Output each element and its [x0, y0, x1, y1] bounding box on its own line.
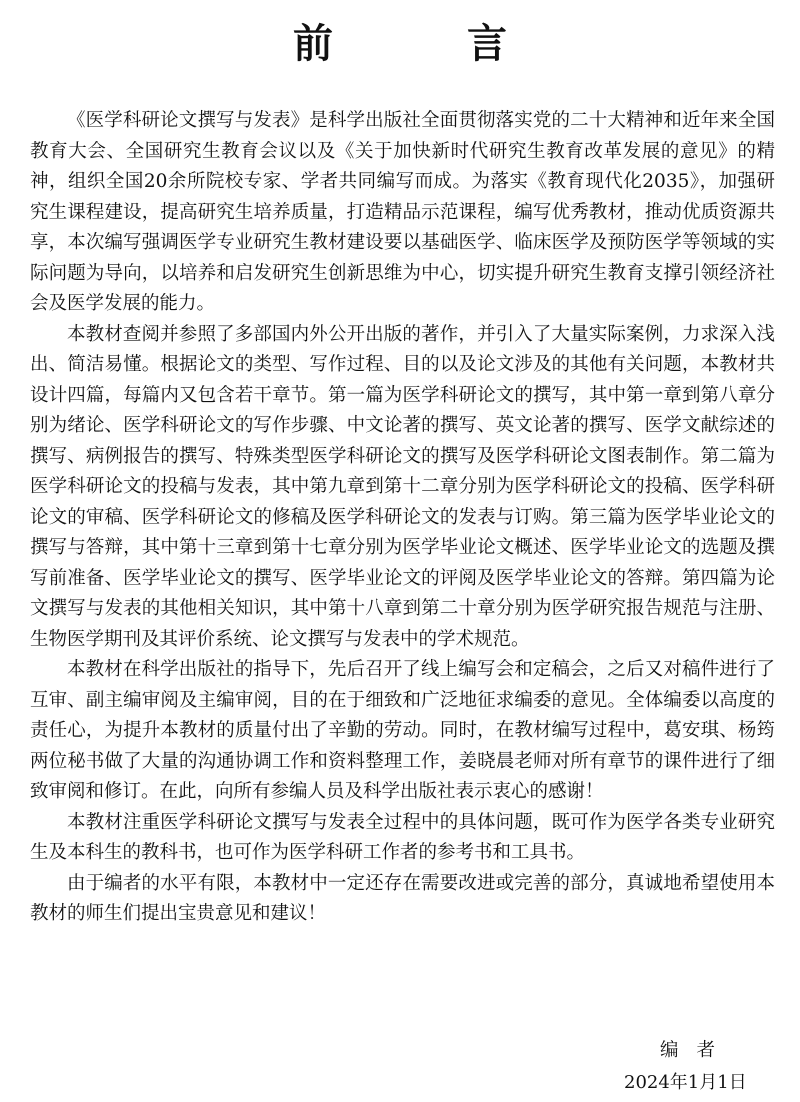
- paragraph-2: 本教材查阅并参照了多部国内外公开出版的著作，并引入了大量实际案例，力求深入浅出、简洁易懂。根据论文的类型、写作过程、目的以及论文涉及的其他有关问题，本教材共设计四篇，每篇内又包含若干章节。第一篇为医学科研论文的撰写，其中第一章到第八章分别为绪论、医学科研论文的写作步骤、中文论著的撰写、英文论著的撰写、医学文献综述的撰写、病例报告的撰写、特殊类型医学科研论文的撰写及医学科研论文图表制作。第二篇为医学科研论文的投稿与发表，其中第九章到第十二章分别为医学科研论文的投稿、医学科研论文的审稿、医学科研论文的修稿及医学科研论文的发表与订购。第三篇为医学毕业论文的撰写与答辩，其中第十三章到第十七章分别为医学毕业论文概述、医学毕业论文的选题及撰写前准备、医学毕业论文的撰写、医学毕业论文的评阅及医学毕业论文的答辩。第四篇为论文撰写与发表的其他相关知识，其中第十八章到第二十章分别为医学研究报告规范与注册、生物医学期刊及其评价系统、论文撰写与发表中的学术规范。: [30, 323, 775, 650]
- preface-body: [30, 106, 775, 930]
- signature: 编者: [660, 1040, 734, 1061]
- paragraph-5: 由于编者的水平有限，本教材中一定还存在需要改进或完善的部分，真诚地希望使用本教材的师生们提出宝贵意见和建议！: [30, 872, 775, 924]
- paragraph-3: 本教材在科学出版社的指导下，先后召开了线上编写会和定稿会，之后又对稿件进行了互审、副主编审阅及主编审阅，目的在于细致和广泛地征求编委的意见。全体编委以高度的责任心，为提升本教材的质量付出了辛勤的劳动。同时，在教材编写过程中，葛安琪、杨筠两位秘书做了大量的沟通协调工作和资料整理工作，姜晓晨老师对所有章节的课件进行了细致审阅和修订。在此，向所有参编人员及科学出版社表示衷心的感谢！: [30, 659, 775, 802]
- paragraph-4: 本教材注重医学科研论文撰写与发表全过程中的具体问题，既可作为医学各类专业研究生及本科生的教科书，也可作为医学科研工作者的参考书和工具书。: [30, 811, 775, 863]
- date: 2024年1月1日: [624, 1072, 747, 1093]
- paragraph-1: 《医学科研论文撰写与发表》是科学出版社全面贯彻落实党的二十大精神和近年来全国教育大会、全国研究生教育会议以及《关于加快新时代研究生教育改革发展的意见》的精神，组织全国20余所院校专家、学者共同编写而成。为落实《教育现代化2035》，加强研究生课程建设，提高研究生培养质量，打造精品示范课程，编写优秀教材，推动优质资源共享，本次编写强调医学专业研究生教材建设要以基础医学、临床医学及预防医学等领域的实际问题为导向，以培养和启发研究生创新思维为中心，切实提升研究生教育支撑引领经济社会及医学发展的能力。: [30, 110, 775, 314]
- page-title: 前 言: [293, 21, 567, 67]
